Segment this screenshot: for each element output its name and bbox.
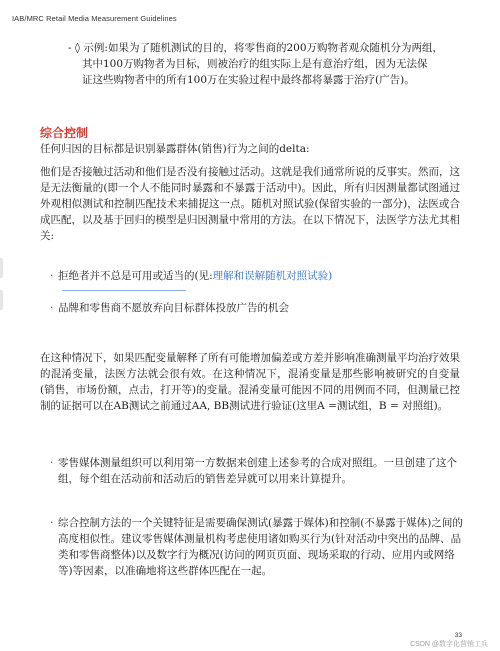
bullet-item xyxy=(50,515,468,579)
page-edge-mark xyxy=(0,258,3,278)
paragraph-forensic: 在这种情况下，如果匹配变量解释了所有可能增加偏差或方差并影响准确测量平均治疗效果的混淆变量，法医方法就会很有效。在这种情况下，混淆变量是那些影响被研究的自变量(销售，市场份额，点击，打开等)的变量。混淆变量可能因不同的用例而不同，但测量已控制的证据可以在AB测试之前通过AA, BB测试进行验证(这里A =测试组，B = 对照组)。 xyxy=(40,352,460,412)
bullet-item xyxy=(50,268,468,284)
bullet-item xyxy=(50,300,468,316)
page-header: IAB/MRC Retail Media Measurement Guidelines xyxy=(12,14,177,23)
example-line-1: - ◊ 示例:如果为了随机测试的目的，将零售商的200万购物者观众随机分为两组， xyxy=(68,42,443,54)
bullet-text: 零售媒体测量组织可以利用第一方数据来创建上述参考的合成对照组。一旦创建了这个组，每个组在活动前和活动后的销售差异就可以用来计算提升。 xyxy=(58,457,457,485)
bullet-marker: · xyxy=(50,270,54,282)
section-intro: 任何归因的目标都是识别暴露群体(销售)行为之间的delta: xyxy=(40,143,310,155)
bullet-marker: · xyxy=(50,517,54,529)
example-line-2: 其中100万购物者为目标，则被治疗的组实际上是有意治疗组，因为无法保 xyxy=(82,58,428,70)
page-number: 33 xyxy=(454,632,462,639)
bullet-item xyxy=(50,455,468,487)
bullet-marker: · xyxy=(50,457,54,469)
link-underline-divider xyxy=(62,290,186,291)
bullet-text: 拒绝者并不总是可用或适当的(见: xyxy=(58,270,213,282)
section-title: 综合控制 xyxy=(40,126,89,140)
example-line-3: 证这些购物者中的所有100万在实验过程中最终都将暴露于治疗(广告)。 xyxy=(82,74,415,86)
page-edge-mark xyxy=(0,290,3,310)
rct-link[interactable]: 理解和误解随机对照试验) xyxy=(212,270,333,282)
example-block xyxy=(68,40,468,88)
bullet-text: 品牌和零售商不愿放弃向目标群体投放广告的机会 xyxy=(58,302,289,314)
bullet-marker: · xyxy=(50,302,54,314)
bullet-text: 综合控制方法的一个关键特征是需要确保测试(暴露于媒体)和控制(不暴露于媒体)之间的高度相似性。建议零售媒体测量机构考虑使用诸如购买行为(针对活动中突出的品牌、品类和零售商整体)以及数字行为概况(访问的网页页面、现场采取的行动、应用内或网络等)等因素，以准确地将这些群体匹配在一起。 xyxy=(58,517,463,577)
watermark: CSDN @数字化营销工兵 xyxy=(410,641,488,648)
paragraph-counterfactual: 他们是否接触过活动和他们是否没有接触过活动。这就是我们通常所说的反事实。然而，这是无法衡量的(即一个人不能同时暴露和不暴露于活动中)。因此，所有归因测量都试图通过外观相似测试和控制匹配技术来捕捉这一点。随机对照试验(保留实验的一部分)，法医或合成匹配，以及基于回归的模型是归因测量中常用的方法。在以下情况下，法医学方法尤其相关: xyxy=(40,166,460,242)
example-prefix: - ◊ 示例: xyxy=(68,42,108,54)
